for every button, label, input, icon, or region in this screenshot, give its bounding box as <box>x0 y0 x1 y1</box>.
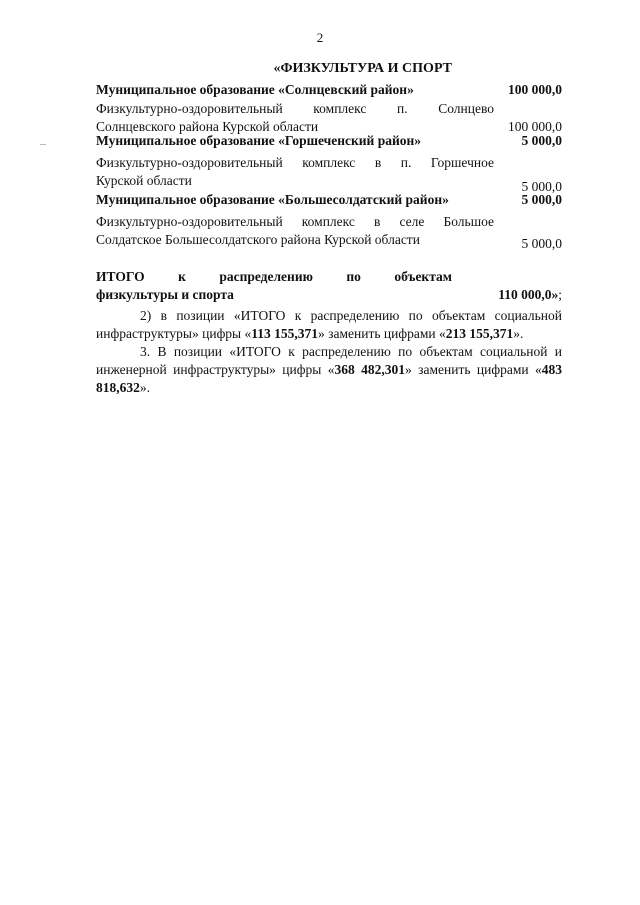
page-number: 2 <box>316 30 324 45</box>
entry-solntsevsky <box>96 81 562 136</box>
object-description-line2: Солдатское Большесолдатского района Курской области <box>96 232 420 247</box>
old-figure: 113 155,371 <box>251 326 319 341</box>
text-run: » заменить цифрами « <box>318 326 446 341</box>
total-word: распределению <box>219 269 313 284</box>
org-row <box>96 81 562 99</box>
total-word: объектам <box>394 269 452 284</box>
object-row <box>96 172 562 194</box>
org-row <box>96 132 562 150</box>
object-description-line1: Физкультурно-оздоровительный комплекс в п. Горшечное <box>96 155 494 170</box>
total-word: к <box>178 269 186 284</box>
text-run: 3. В позиции «ИТОГО к распределению по объектам социальной и инженерной инфраструктуры» цифры « <box>96 344 562 377</box>
entry-gorshechensky <box>96 132 562 194</box>
object-amount: 5 000,0 <box>521 179 562 194</box>
total-word: по <box>346 269 361 284</box>
total-amount <box>498 286 562 304</box>
object-amount: 5 000,0 <box>521 236 562 251</box>
object-description-line1: Физкультурно-оздоровительный комплекс в селе Большое <box>96 214 494 229</box>
object-row <box>96 231 562 249</box>
org-row <box>96 191 562 209</box>
text-run: » заменить цифрами « <box>405 362 542 377</box>
new-figure: 213 155,371 <box>445 326 514 341</box>
object-description-line2: Курской области <box>96 173 192 188</box>
text-run: 2) в позиции «ИТОГО к распределению по объектам социальной инфраструктуры» цифры « <box>96 308 562 341</box>
total-block <box>96 268 562 304</box>
text-run: ». <box>139 380 150 395</box>
total-line2 <box>96 286 562 304</box>
old-figure: 368 482,301 <box>334 362 405 377</box>
total-amount-value: 110 000,0» <box>498 287 559 302</box>
total-line1 <box>96 268 452 286</box>
scan-artifact <box>40 144 46 145</box>
new-figure: 483 818,632 <box>96 362 563 395</box>
total-word: ИТОГО <box>96 269 145 284</box>
org-amount: 5 000,0 <box>521 133 562 148</box>
text-run: ». <box>513 326 524 341</box>
org-name: Муниципальное образование «Большесолдатский район» <box>96 192 449 207</box>
object-description-line1: Физкультурно-оздоровительный комплекс п. Солнцево <box>96 101 494 116</box>
paragraph-item-3 <box>96 343 562 397</box>
org-amount: 5 000,0 <box>521 192 562 207</box>
total-label: физкультуры и спорта <box>96 287 234 302</box>
object-description-line2: Солнцевского района Курской области <box>96 119 319 134</box>
paragraph-item-2 <box>96 307 562 343</box>
org-name: Муниципальное образование «Горшеченский район» <box>96 133 422 148</box>
object-amount: 100 000,0 <box>508 119 562 134</box>
org-amount: 100 000,0 <box>508 82 562 97</box>
entry-bolshesoldatsky <box>96 191 562 249</box>
org-name: Муниципальное образование «Солнцевский район» <box>96 82 414 97</box>
total-amount-suffix: ; <box>558 287 562 302</box>
section-title: «ФИЗКУЛЬТУРА И СПОРТ <box>273 61 452 76</box>
